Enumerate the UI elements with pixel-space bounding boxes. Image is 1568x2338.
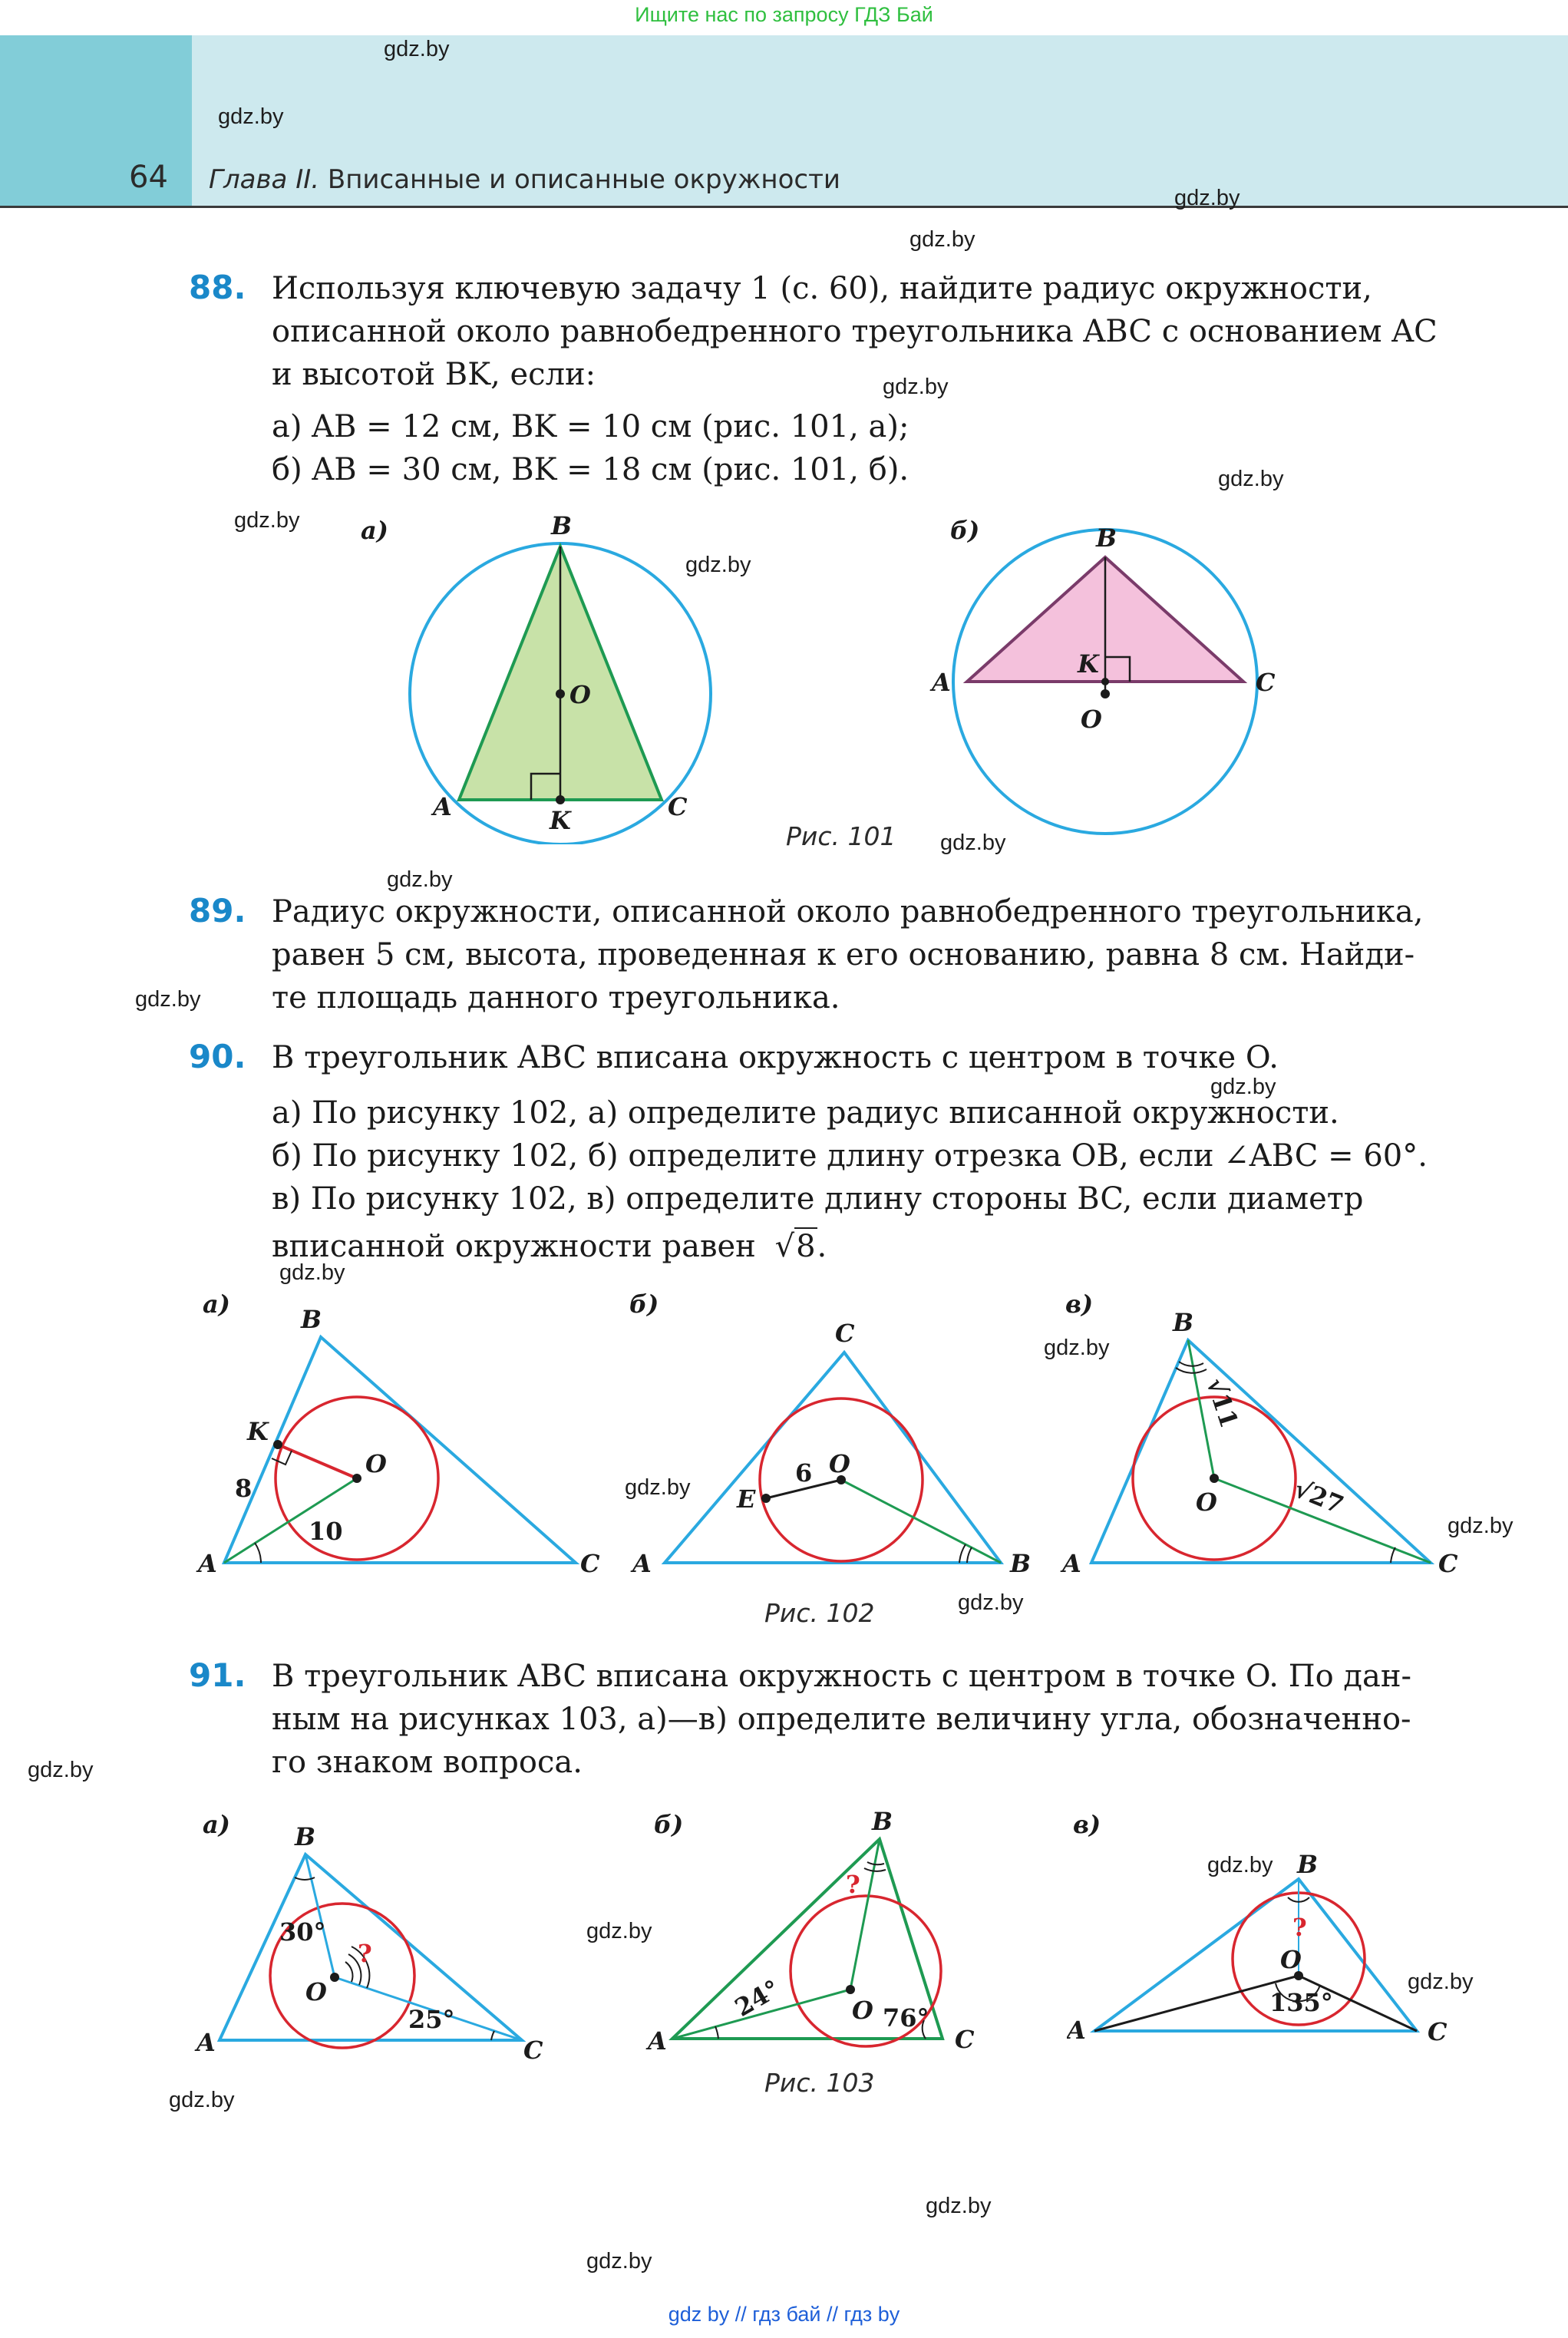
label-o: O: [1196, 1488, 1217, 1517]
value-ao: 10: [309, 1517, 343, 1546]
watermark: gdz.by: [1448, 1514, 1514, 1538]
value-angle-c: 76°: [883, 2003, 929, 2033]
angle-mark-b: [967, 1547, 972, 1563]
center-o: [556, 689, 565, 698]
watermark: gdz.by: [218, 104, 284, 129]
point-k: [1101, 678, 1109, 685]
label-c: C: [580, 1549, 600, 1578]
radius-ok: [278, 1445, 357, 1478]
center-o: [1101, 689, 1110, 698]
figure-103b-label: б): [654, 1810, 684, 1839]
problem-90-number: 90.: [189, 1038, 246, 1075]
label-o: O: [365, 1449, 387, 1478]
watermark: gdz.by: [586, 1919, 652, 1943]
figure-102a-label: а): [203, 1290, 230, 1319]
problem-90-item-a: а) По рисунку 102, а) определите радиус вписанной окружности.: [272, 1095, 1339, 1131]
figure-101-caption: Рис. 101: [786, 821, 896, 851]
problem-88-line: Используя ключевую задачу 1 (с. 60), найдите радиус окружности,: [272, 271, 1372, 306]
figure-102c-label: в): [1065, 1290, 1094, 1319]
problem-89-line: те площадь данного треугольника.: [272, 980, 840, 1015]
point-e: [761, 1494, 771, 1503]
watermark: gdz.by: [28, 1758, 94, 1782]
chapter-title: [209, 164, 840, 195]
label-b: B: [872, 1807, 893, 1836]
watermark: gdz.by: [1174, 186, 1240, 210]
right-angle-mark: [272, 1451, 292, 1465]
problem-90-item-c-cont: [272, 1225, 827, 1268]
label-c: C: [523, 2036, 543, 2065]
value-angle-c: 25°: [408, 2005, 455, 2034]
value-ak: 8: [235, 1474, 253, 1503]
point-k: [273, 1440, 282, 1449]
value-bo: √11: [1200, 1374, 1244, 1432]
figure-103a: [192, 1811, 576, 2088]
figure-102b-label: б): [629, 1290, 659, 1319]
figure-101a-label: а): [361, 516, 388, 545]
label-a: A: [433, 792, 452, 821]
center-o: [1210, 1474, 1219, 1483]
unknown-angle: ?: [1292, 1913, 1307, 1942]
problem-88-item-a: а) AB = 12 см, BK = 10 см (рис. 101, а);: [272, 409, 909, 444]
value-angle-o: 135°: [1269, 1988, 1333, 2017]
problem-89-text: [272, 890, 1454, 1019]
angle-mark-o: [345, 1962, 352, 1982]
figure-101a: [338, 507, 721, 844]
figure-102-caption: Рис. 102: [764, 1598, 875, 1628]
problem-91-text: [272, 1655, 1454, 1784]
header-divider: [0, 206, 1568, 208]
label-k: K: [1078, 649, 1099, 679]
angle-mark-a: [715, 2026, 718, 2039]
sqrt-expression: √8: [774, 1229, 816, 1264]
figure-101b-label: б): [950, 516, 980, 545]
value-co: √27: [1290, 1474, 1348, 1520]
watermark: gdz.by: [1408, 1970, 1474, 1994]
watermark: gdz.by: [234, 508, 300, 533]
problem-89-number: 89.: [189, 892, 246, 930]
chapter-name: Вписанные и описанные окружности: [327, 164, 840, 195]
angle-mark-c: [1391, 1547, 1395, 1563]
label-k: K: [247, 1417, 269, 1446]
label-o: O: [1081, 705, 1102, 734]
problem-90-intro: В треугольник ABC вписана окружность с центром в точке O.: [272, 1040, 1279, 1075]
watermark: gdz.by: [1210, 1075, 1276, 1099]
angle-mark-a: [255, 1543, 261, 1563]
watermark: gdz.by: [1218, 467, 1284, 491]
problem-90-item-c-text: вписанной окружности равен: [272, 1229, 756, 1264]
watermark: gdz.by: [940, 831, 1006, 855]
label-a: A: [1067, 2016, 1086, 2045]
label-a: A: [1062, 1549, 1081, 1578]
watermark: gdz.by: [279, 1260, 345, 1285]
triangle-abc: [1091, 1340, 1431, 1563]
segment-bo: [305, 1854, 335, 1977]
point-k: [556, 795, 565, 804]
value-angle-b: 30°: [279, 1917, 326, 1947]
figure-103c-label: в): [1073, 1810, 1101, 1839]
label-c: C: [1256, 668, 1276, 697]
problem-88-item-b: б) AB = 30 см, BK = 18 см (рис. 101, б).: [272, 452, 909, 487]
figure-103a-label: а): [203, 1810, 230, 1839]
problem-91-line: го знаком вопроса.: [272, 1745, 583, 1780]
problem-90-item-c-end: .: [817, 1229, 827, 1264]
problem-91-line: ным на рисунках 103, а)—в) определите величину угла, обозначенно-: [272, 1702, 1411, 1737]
label-b: B: [295, 1822, 316, 1851]
figure-101b: [921, 507, 1305, 837]
figure-102c: [1059, 1297, 1489, 1589]
watermark: gdz.by: [883, 375, 949, 399]
problem-88-number: 88.: [189, 269, 246, 306]
label-a: A: [648, 2026, 667, 2056]
problem-89-line: Радиус окружности, описанной около равнобедренного треугольника,: [272, 894, 1424, 930]
figure-103-caption: Рис. 103: [764, 2068, 875, 2098]
watermark: gdz.by: [1207, 1853, 1273, 1877]
sqrt-radicand: 8: [796, 1229, 816, 1264]
label-a: A: [932, 668, 951, 697]
watermark: gdz.by: [387, 867, 453, 892]
watermark: gdz.by: [169, 2088, 235, 2112]
label-e: E: [737, 1484, 756, 1514]
label-o: O: [1280, 1945, 1302, 1974]
watermark: gdz.by: [625, 1475, 691, 1500]
figure-102a: [192, 1297, 622, 1589]
problem-89-line: равен 5 см, высота, проведенная к его основанию, равна 8 см. Найди-: [272, 937, 1415, 973]
label-o: O: [569, 680, 591, 709]
label-b: B: [301, 1305, 322, 1334]
top-banner[interactable]: Ищите нас по запросу ГДЗ Бай: [635, 3, 933, 26]
value-eo: 6: [795, 1458, 813, 1488]
angle-mark-b2: [1176, 1368, 1207, 1373]
figure-102b: [622, 1297, 1051, 1589]
watermark: gdz.by: [384, 37, 450, 61]
label-b: B: [1173, 1308, 1194, 1337]
segment-ao: [1094, 1976, 1299, 2031]
label-b: B: [1297, 1850, 1319, 1879]
figure-103c: [1067, 1842, 1497, 2072]
center-o: [352, 1474, 361, 1483]
watermark: gdz.by: [135, 987, 201, 1012]
label-b: B: [1010, 1549, 1032, 1578]
label-a: A: [632, 1549, 652, 1578]
label-o: O: [852, 1996, 873, 2025]
label-c: C: [668, 792, 688, 821]
label-b: B: [551, 511, 573, 540]
unknown-angle: ?: [358, 1939, 372, 1968]
unknown-angle: ?: [846, 1870, 860, 1899]
footer-links[interactable]: gdz by // гдз бай // гдз by: [668, 2303, 900, 2326]
problem-88-line: и высотой BK, если:: [272, 357, 596, 392]
angle-mark-b2: [959, 1544, 966, 1563]
label-c: C: [1438, 1549, 1458, 1578]
problem-88-text: [272, 267, 1454, 396]
watermark: gdz.by: [1044, 1336, 1110, 1360]
label-c: C: [835, 1319, 855, 1348]
center-o: [330, 1973, 339, 1982]
problem-90-item-b: б) По рисунку 102, б) определите длину отрезка OB, если ∠ABC = 60°.: [272, 1138, 1428, 1174]
problem-91-line: В треугольник ABC вписана окружность с центром в точке O. По дан-: [272, 1659, 1412, 1694]
label-o: O: [305, 1977, 327, 2006]
center-o: [846, 1985, 855, 1994]
chapter-prefix: Глава II.: [209, 164, 320, 195]
label-b: B: [1096, 523, 1117, 553]
watermark: gdz.by: [926, 2194, 992, 2218]
label-a: A: [196, 2028, 216, 2057]
watermark: gdz.by: [586, 2249, 652, 2274]
watermark: gdz.by: [909, 227, 975, 252]
problem-91-number: 91.: [189, 1656, 246, 1694]
problem-90-item-c: в) По рисунку 102, в) определите длину стороны BC, если диаметр: [272, 1181, 1364, 1217]
value-angle-a: 24°: [730, 1973, 785, 2023]
problem-88-line: описанной около равнобедренного треугольника ABC с основанием AC: [272, 314, 1438, 349]
label-a: A: [198, 1549, 217, 1578]
label-o: O: [829, 1449, 850, 1478]
page-number: 64: [129, 160, 168, 195]
label-k: K: [550, 806, 571, 835]
watermark: gdz.by: [958, 1590, 1024, 1615]
label-c: C: [1428, 2017, 1448, 2046]
figure-103b: [645, 1796, 998, 2088]
watermark: gdz.by: [685, 553, 751, 577]
label-c: C: [955, 2025, 975, 2054]
